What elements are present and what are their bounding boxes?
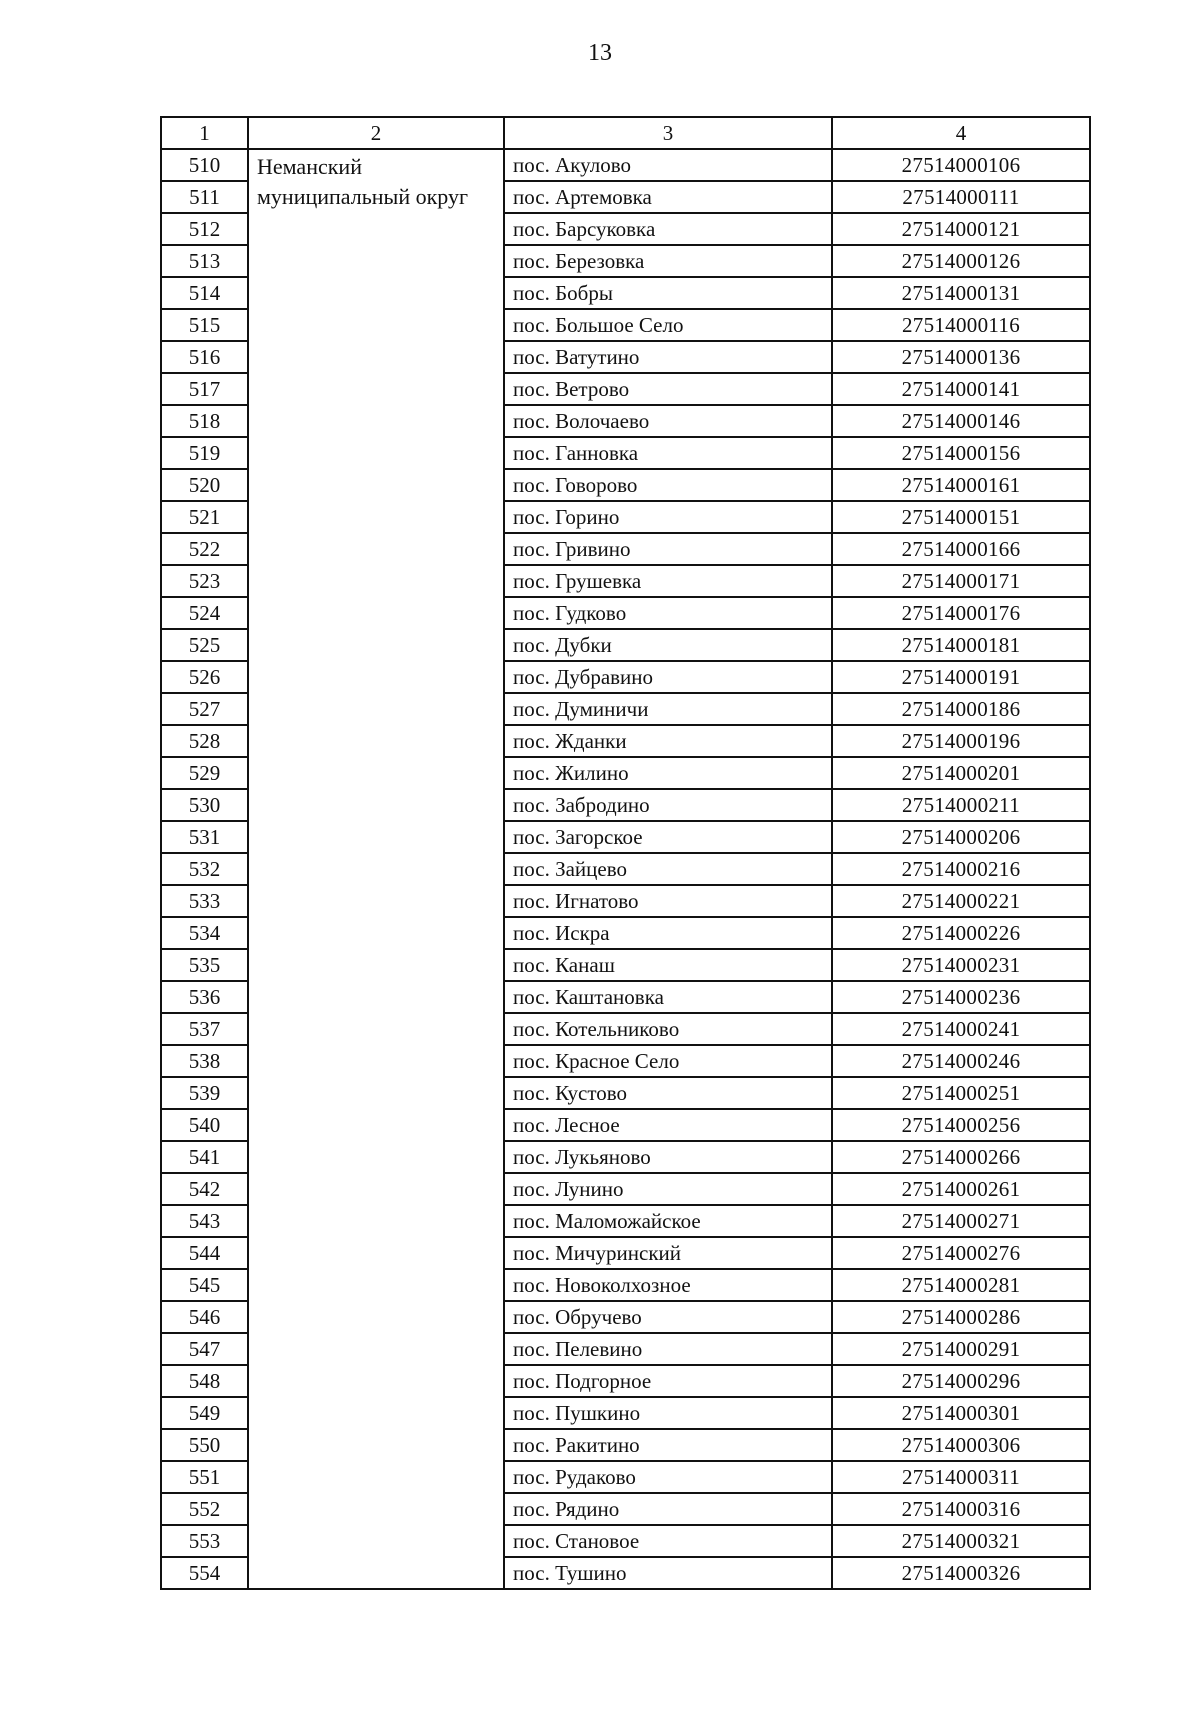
row-number: 532 <box>161 853 248 885</box>
oktmo-code: 27514000226 <box>832 917 1090 949</box>
settlement-name: пос. Волочаево <box>504 405 832 437</box>
settlement-name: пос. Котельниково <box>504 1013 832 1045</box>
settlement-name: пос. Забродино <box>504 789 832 821</box>
settlement-name: пос. Бобры <box>504 277 832 309</box>
row-number: 521 <box>161 501 248 533</box>
row-number: 525 <box>161 629 248 661</box>
row-number: 531 <box>161 821 248 853</box>
oktmo-code: 27514000206 <box>832 821 1090 853</box>
oktmo-code: 27514000151 <box>832 501 1090 533</box>
settlement-name: пос. Гривино <box>504 533 832 565</box>
oktmo-code: 27514000281 <box>832 1269 1090 1301</box>
row-number: 545 <box>161 1269 248 1301</box>
row-number: 528 <box>161 725 248 757</box>
oktmo-code: 27514000126 <box>832 245 1090 277</box>
settlement-name: пос. Горино <box>504 501 832 533</box>
settlement-name: пос. Ветрово <box>504 373 832 405</box>
oktmo-code: 27514000191 <box>832 661 1090 693</box>
settlement-name: пос. Кустово <box>504 1077 832 1109</box>
settlement-name: пос. Становое <box>504 1525 832 1557</box>
settlement-name: пос. Жилино <box>504 757 832 789</box>
row-number: 546 <box>161 1301 248 1333</box>
row-number: 510 <box>161 149 248 181</box>
row-number: 520 <box>161 469 248 501</box>
row-number: 544 <box>161 1237 248 1269</box>
header-col-4: 4 <box>832 117 1090 149</box>
oktmo-code: 27514000286 <box>832 1301 1090 1333</box>
settlement-name: пос. Думиничи <box>504 693 832 725</box>
header-col-3: 3 <box>504 117 832 149</box>
settlement-name: пос. Тушино <box>504 1557 832 1589</box>
oktmo-code: 27514000106 <box>832 149 1090 181</box>
oktmo-code: 27514000121 <box>832 213 1090 245</box>
row-number: 551 <box>161 1461 248 1493</box>
row-number: 526 <box>161 661 248 693</box>
district-name: Неманский муниципальный округ <box>248 149 504 1589</box>
row-number: 535 <box>161 949 248 981</box>
settlements-table <box>160 116 1091 1590</box>
settlement-name: пос. Мичуринский <box>504 1237 832 1269</box>
row-number: 538 <box>161 1045 248 1077</box>
oktmo-code: 27514000136 <box>832 341 1090 373</box>
row-number: 529 <box>161 757 248 789</box>
oktmo-code: 27514000146 <box>832 405 1090 437</box>
row-number: 549 <box>161 1397 248 1429</box>
settlement-name: пос. Ракитино <box>504 1429 832 1461</box>
oktmo-code: 27514000311 <box>832 1461 1090 1493</box>
settlement-name: пос. Березовка <box>504 245 832 277</box>
row-number: 516 <box>161 341 248 373</box>
row-number: 514 <box>161 277 248 309</box>
settlement-name: пос. Лунино <box>504 1173 832 1205</box>
oktmo-code: 27514000271 <box>832 1205 1090 1237</box>
oktmo-code: 27514000321 <box>832 1525 1090 1557</box>
oktmo-code: 27514000176 <box>832 597 1090 629</box>
row-number: 515 <box>161 309 248 341</box>
oktmo-code: 27514000221 <box>832 885 1090 917</box>
row-number: 554 <box>161 1557 248 1589</box>
settlement-name: пос. Барсуковка <box>504 213 832 245</box>
oktmo-code: 27514000261 <box>832 1173 1090 1205</box>
oktmo-code: 27514000256 <box>832 1109 1090 1141</box>
oktmo-code: 27514000326 <box>832 1557 1090 1589</box>
oktmo-code: 27514000246 <box>832 1045 1090 1077</box>
oktmo-code: 27514000241 <box>832 1013 1090 1045</box>
row-number: 539 <box>161 1077 248 1109</box>
row-number: 536 <box>161 981 248 1013</box>
oktmo-code: 27514000211 <box>832 789 1090 821</box>
settlement-name: пос. Ватутино <box>504 341 832 373</box>
oktmo-code: 27514000296 <box>832 1365 1090 1397</box>
row-number: 543 <box>161 1205 248 1237</box>
oktmo-code: 27514000216 <box>832 853 1090 885</box>
row-number: 511 <box>161 181 248 213</box>
row-number: 553 <box>161 1525 248 1557</box>
row-number: 541 <box>161 1141 248 1173</box>
row-number: 524 <box>161 597 248 629</box>
oktmo-code: 27514000251 <box>832 1077 1090 1109</box>
row-number: 552 <box>161 1493 248 1525</box>
oktmo-code: 27514000291 <box>832 1333 1090 1365</box>
oktmo-code: 27514000186 <box>832 693 1090 725</box>
settlement-name: пос. Рядино <box>504 1493 832 1525</box>
row-number: 530 <box>161 789 248 821</box>
row-number: 533 <box>161 885 248 917</box>
table-body <box>161 149 1090 1589</box>
settlement-name: пос. Большое Село <box>504 309 832 341</box>
oktmo-code: 27514000316 <box>832 1493 1090 1525</box>
oktmo-code: 27514000116 <box>832 309 1090 341</box>
settlement-name: пос. Красное Село <box>504 1045 832 1077</box>
row-number: 540 <box>161 1109 248 1141</box>
oktmo-code: 27514000301 <box>832 1397 1090 1429</box>
row-number: 547 <box>161 1333 248 1365</box>
row-number: 512 <box>161 213 248 245</box>
oktmo-code: 27514000171 <box>832 565 1090 597</box>
settlement-name: пос. Пелевино <box>504 1333 832 1365</box>
oktmo-code: 27514000236 <box>832 981 1090 1013</box>
settlement-name: пос. Загорское <box>504 821 832 853</box>
oktmo-code: 27514000111 <box>832 181 1090 213</box>
table-header-row <box>161 117 1090 149</box>
settlement-name: пос. Лукьяново <box>504 1141 832 1173</box>
row-number: 550 <box>161 1429 248 1461</box>
settlement-name: пос. Лесное <box>504 1109 832 1141</box>
oktmo-code: 27514000201 <box>832 757 1090 789</box>
row-number: 517 <box>161 373 248 405</box>
oktmo-code: 27514000196 <box>832 725 1090 757</box>
oktmo-code: 27514000166 <box>832 533 1090 565</box>
settlement-name: пос. Дубки <box>504 629 832 661</box>
settlement-name: пос. Грушевка <box>504 565 832 597</box>
oktmo-code: 27514000181 <box>832 629 1090 661</box>
row-number: 522 <box>161 533 248 565</box>
oktmo-code: 27514000156 <box>832 437 1090 469</box>
settlement-name: пос. Новоколхозное <box>504 1269 832 1301</box>
row-number: 548 <box>161 1365 248 1397</box>
row-number: 523 <box>161 565 248 597</box>
settlement-name: пос. Зайцево <box>504 853 832 885</box>
settlement-name: пос. Рудаково <box>504 1461 832 1493</box>
row-number: 534 <box>161 917 248 949</box>
settlement-name: пос. Говорово <box>504 469 832 501</box>
settlement-name: пос. Гудково <box>504 597 832 629</box>
settlement-name: пос. Обручево <box>504 1301 832 1333</box>
row-number: 513 <box>161 245 248 277</box>
settlement-name: пос. Подгорное <box>504 1365 832 1397</box>
settlement-name: пос. Пушкино <box>504 1397 832 1429</box>
settlement-name: пос. Маломожайское <box>504 1205 832 1237</box>
oktmo-code: 27514000131 <box>832 277 1090 309</box>
oktmo-code: 27514000141 <box>832 373 1090 405</box>
settlement-name: пос. Дубравино <box>504 661 832 693</box>
table-row <box>161 149 1090 181</box>
oktmo-code: 27514000266 <box>832 1141 1090 1173</box>
settlement-name: пос. Каштановка <box>504 981 832 1013</box>
page-number: 13 <box>588 40 612 66</box>
settlement-name: пос. Искра <box>504 917 832 949</box>
row-number: 542 <box>161 1173 248 1205</box>
settlement-name: пос. Игнатово <box>504 885 832 917</box>
settlement-name: пос. Канаш <box>504 949 832 981</box>
header-col-2: 2 <box>248 117 504 149</box>
row-number: 518 <box>161 405 248 437</box>
oktmo-code: 27514000276 <box>832 1237 1090 1269</box>
settlement-name: пос. Артемовка <box>504 181 832 213</box>
row-number: 527 <box>161 693 248 725</box>
oktmo-code: 27514000306 <box>832 1429 1090 1461</box>
oktmo-code: 27514000161 <box>832 469 1090 501</box>
header-col-1: 1 <box>161 117 248 149</box>
settlement-name: пос. Жданки <box>504 725 832 757</box>
settlement-name: пос. Акулово <box>504 149 832 181</box>
settlement-name: пос. Ганновка <box>504 437 832 469</box>
row-number: 537 <box>161 1013 248 1045</box>
oktmo-code: 27514000231 <box>832 949 1090 981</box>
row-number: 519 <box>161 437 248 469</box>
